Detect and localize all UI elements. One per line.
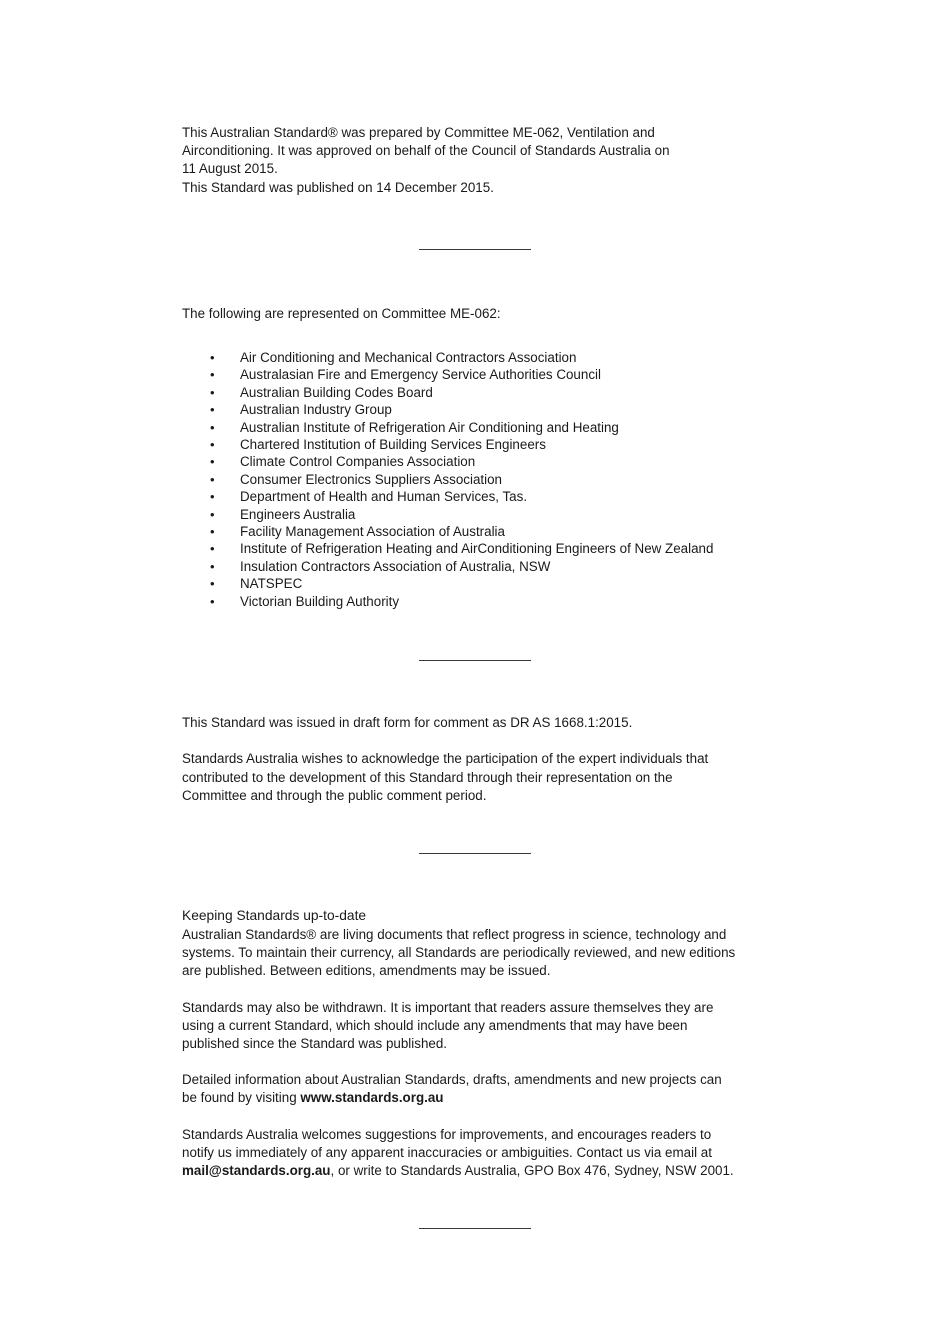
list-item: • NATSPEC (182, 575, 768, 592)
list-item: • Climate Control Companies Association (182, 453, 768, 470)
list-item: • Insulation Contractors Association of Australia, NSW (182, 558, 768, 575)
page-content (182, 124, 768, 1238)
page-title: Keeping Standards up-to-date (182, 907, 367, 923)
list-item: • Australian Industry Group (182, 401, 768, 418)
list-item: • Engineers Australia (182, 506, 768, 523)
preparation-block (182, 124, 768, 197)
list-item: • Australian Institute of Refrigeration Air Conditioning and Heating (182, 419, 768, 436)
keeping-p4-suffix: , or write to Standards Australia, GPO Box 476, Sydney, NSW 2001. (330, 1162, 734, 1178)
keeping-p3-prefix: be found by visiting (182, 1090, 301, 1106)
keeping-paragraph-1 (182, 926, 768, 981)
keeping-p2-line-3: published since the Standard was published. (182, 1035, 448, 1051)
horizontal-rule (419, 249, 531, 250)
keeping-p2-line-1: Standards may also be withdrawn. It is important that readers assure themselves they are (182, 999, 714, 1015)
list-item: • Victorian Building Authority (182, 593, 768, 610)
list-item: • Air Conditioning and Mechanical Contractors Association (182, 349, 768, 366)
divider-rule-2 (182, 652, 768, 670)
keeping-p1-line-1: Australian Standards® are living documents that reflect progress in science, technology and (182, 926, 727, 942)
draft-notice: This Standard was issued in draft form for comment as DR AS 1668.1:2015. (182, 715, 633, 731)
preparation-line-1: This Australian Standard® was prepared by Committee ME-062, Ventilation and (182, 125, 655, 140)
spacer-committee-list (182, 323, 768, 349)
horizontal-rule (419, 1228, 531, 1229)
keeping-p1-line-3: are published. Between editions, amendments may be issued. (182, 963, 551, 979)
keeping-p3-line-2 (182, 1089, 768, 1107)
list-item: • Chartered Institution of Building Services Engineers (182, 436, 768, 453)
spacer-before-draft (182, 670, 768, 714)
list-item: • Department of Health and Human Services, Tas. (182, 488, 768, 505)
keeping-p1-line-2: systems. To maintain their currency, all Standards are periodically reviewed, and new editions (182, 945, 736, 961)
spacer-keeping-1 (182, 981, 768, 999)
list-item: • Australasian Fire and Emergency Service Authorities Council (182, 366, 768, 383)
standards-website-link[interactable]: www.standards.org.au (300, 1090, 444, 1106)
horizontal-rule (419, 660, 531, 661)
acknowledgement-line-2: contributed to the development of this Standard through their representation on the (182, 769, 673, 785)
acknowledgement-block (182, 750, 768, 805)
divider-rule-1 (182, 241, 768, 259)
preparation-line-3: 11 August 2015. (182, 161, 278, 177)
spacer-before-final-rule (182, 1180, 768, 1220)
acknowledgement-line-1: Standards Australia wishes to acknowledge the participation of the expert individuals that (182, 751, 709, 767)
list-item: • Consumer Electronics Suppliers Association (182, 471, 768, 488)
standards-email-link[interactable]: mail@standards.org.au (182, 1162, 331, 1178)
spacer-after-acknowledgement (182, 805, 768, 845)
preparation-line-4: This Standard was published on 14 December 2015. (182, 179, 494, 195)
keeping-p4-line-1: Standards Australia welcomes suggestions for improvements, and encourages readers to (182, 1126, 712, 1142)
spacer-before-committee (182, 259, 768, 305)
spacer-after-committee (182, 610, 768, 652)
horizontal-rule (419, 853, 531, 854)
keeping-p4-line-3 (182, 1162, 768, 1180)
spacer-after-preparation (182, 197, 768, 241)
committee-intro: The following are represented on Committee ME-062: (182, 305, 501, 321)
list-item: • Facility Management Association of Australia (182, 523, 768, 540)
divider-rule-3 (182, 845, 768, 863)
divider-rule-4 (182, 1220, 768, 1238)
spacer-before-acknowledgement (182, 732, 768, 750)
list-item: • Australian Building Codes Board (182, 384, 768, 401)
preparation-line-2: Airconditioning. It was approved on behalf of the Council of Standards Australia on (182, 143, 670, 159)
keeping-p3-line-1: Detailed information about Australian Standards, drafts, amendments and new projects can (182, 1072, 722, 1088)
list-item: • Institute of Refrigeration Heating and AirConditioning Engineers of New Zealand (182, 540, 768, 557)
keeping-p2-line-2: using a current Standard, which should include any amendments that may have been (182, 1017, 688, 1033)
committee-member-list (182, 349, 768, 610)
acknowledgement-line-3: Committee and through the public comment period. (182, 787, 487, 803)
keeping-paragraph-4 (182, 1126, 768, 1181)
spacer-keeping-3 (182, 1108, 768, 1126)
keeping-paragraph-3 (182, 1071, 768, 1107)
keeping-p4-line-2: notify us immediately of any apparent inaccuracies or ambiguities. Contact us via email at (182, 1144, 712, 1160)
spacer-before-keeping-section (182, 863, 768, 907)
keeping-paragraph-2 (182, 999, 768, 1054)
spacer-keeping-2 (182, 1053, 768, 1071)
